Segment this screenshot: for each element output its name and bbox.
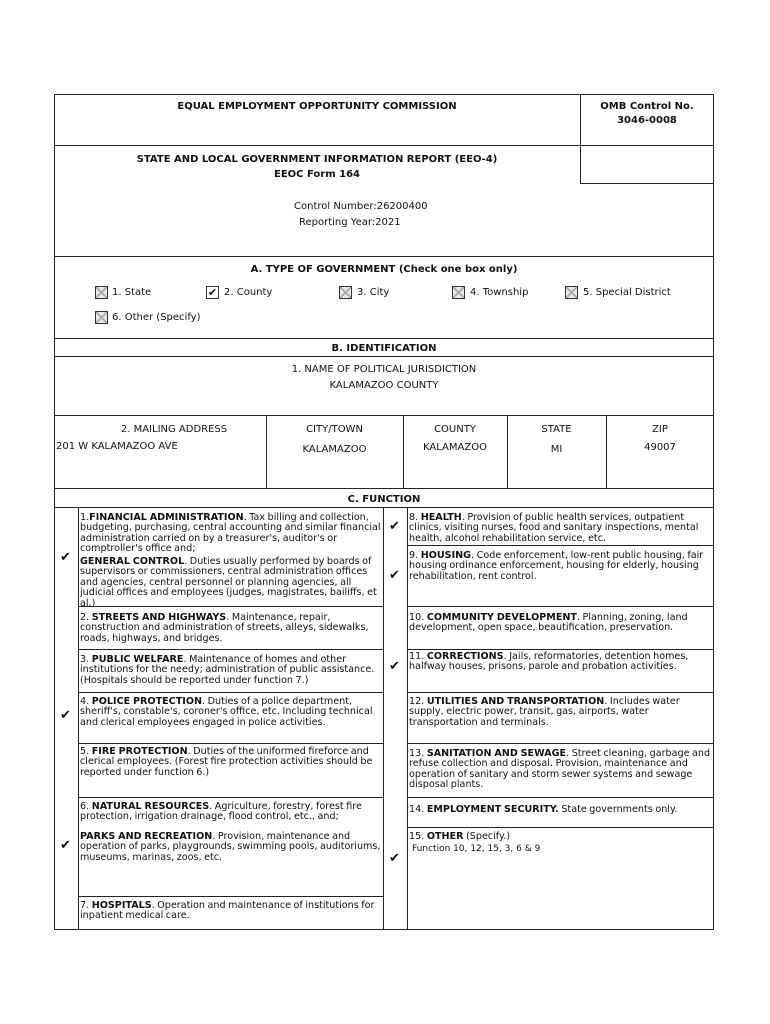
rule — [407, 797, 714, 798]
rule — [407, 692, 714, 693]
function-2-text: 2. STREETS AND HIGHWAYS. Maintenance, repair, construction and administration of streets, alleys, sidewalks, roads, highways, and bridges. — [80, 612, 369, 644]
rule — [407, 649, 714, 650]
function-5-name: FIRE PROTECTION — [91, 746, 188, 757]
function-6-text: 6. NATURAL RESOURCES. Agriculture, forestry, forest fire protection, irrigation drainage, flood control, etc., and; — [80, 801, 362, 823]
rule — [54, 145, 714, 146]
city-checkbox[interactable] — [339, 286, 352, 299]
function-5-text: 5. FIRE PROTECTION. Duties of the uniformed fireforce and clerical employees. (Forest fire protection activities should be reported under function 6.) — [80, 746, 373, 778]
city-option-label: 3. City — [357, 287, 390, 298]
zip-label: ZIP — [652, 424, 668, 435]
reporting-year-line — [299, 217, 401, 229]
jurisdiction-label: 1. NAME OF POLITICAL JURISDICTION — [291, 364, 477, 375]
function-10-name: COMMUNITY DEVELOPMENT — [426, 612, 577, 623]
rule — [78, 896, 384, 897]
function-8-text: 8. HEALTH. Provision of public health services, outpatient clinics, visiting nurses, food and sanitary inspections, mental health, alcohol rehabilitation service, etc. — [409, 512, 699, 544]
rule — [407, 827, 714, 828]
function-4-name: POLICE PROTECTION — [91, 696, 203, 707]
function-3-text: 3. PUBLIC WELFARE. Maintenance of homes and other institutions for the needy; administration of public assistance. (Hospitals should be reported under function 7.) — [80, 654, 375, 686]
function-1-check[interactable]: ✔ — [60, 550, 71, 565]
function-4-text: 4. POLICE PROTECTION. Duties of a police department, sheriff's, constable's, coroner's office, etc. Including technical and clerical employees engaged in police activities. — [80, 696, 373, 728]
reporting-year-label: Reporting Year: — [299, 217, 376, 228]
rule — [54, 356, 714, 357]
county-checkbox[interactable]: ✔ — [207, 286, 218, 299]
rule — [407, 545, 714, 546]
omb-control-number: 3046-0008 — [617, 115, 677, 126]
other-option-label: 6. Other (Specify) — [112, 312, 201, 323]
rule — [407, 606, 714, 607]
function-7-name: HOSPITALS — [91, 900, 152, 911]
mailing-address-value: 201 W KALAMAZOO AVE — [56, 441, 178, 452]
city-label: CITY/TOWN — [306, 424, 363, 435]
function-13-text: 13. SANITATION AND SEWAGE. Street cleaning, garbage and refuse collection and disposal. Provision, maintenance and operation of sanitary and storm sewer systems and sewage disposal plants. — [409, 748, 711, 791]
function-11-text: 11. CORRECTIONS. Jails, reformatories, detention homes, halfway houses, prisons, parole and probation activities. — [409, 651, 689, 673]
section-a-title: A. TYPE OF GOVERNMENT (Check one box only) — [250, 264, 518, 275]
rule — [78, 797, 384, 798]
function-9-check[interactable]: ✔ — [389, 568, 400, 583]
function-1-name: FINANCIAL ADMINISTRATION — [89, 512, 244, 523]
rule — [54, 256, 714, 257]
function-14-name: EMPLOYMENT SECURITY. — [426, 804, 559, 815]
county-option-label: 2. County — [224, 287, 273, 298]
rule — [78, 692, 384, 693]
function-14-text: 14. EMPLOYMENT SECURITY. State governments only. — [409, 804, 678, 815]
function-15-specify-value[interactable]: Function 10, 12, 15, 3, 6 & 9 — [412, 844, 541, 854]
jurisdiction-value: KALAMAZOO COUNTY — [329, 380, 439, 391]
reporting-year: 2021 — [375, 217, 401, 228]
rule — [407, 743, 714, 744]
function-10-text: 10. COMMUNITY DEVELOPMENT. Planning, zoning, land development, open space, beautification, preservation. — [409, 612, 688, 634]
function-9-name: HOUSING — [420, 550, 472, 561]
omb-control-label: OMB Control No. — [600, 101, 694, 112]
zip-value: 49007 — [644, 442, 676, 453]
rule — [54, 415, 714, 416]
function-1b-name: GENERAL CONTROL — [80, 556, 185, 567]
report-title: STATE AND LOCAL GOVERNMENT INFORMATION REPORT (EEO-4) — [136, 154, 498, 165]
state-label: STATE — [541, 424, 572, 435]
function-11-check[interactable]: ✔ — [389, 659, 400, 674]
function-3-name: PUBLIC WELFARE — [91, 654, 184, 665]
rule — [54, 507, 714, 508]
rule — [580, 183, 714, 184]
col-divider — [407, 507, 408, 930]
function-8-name: HEALTH — [420, 512, 462, 523]
function-1b-text: GENERAL CONTROL. Duties usually performed by boards of supervisors or commissioners, central administration offices and agencies, central personnel or planning agencies, all judicial offices and employees (judges, magistrates, bailiffs, et al.) — [80, 556, 377, 609]
form-name: EEOC Form 164 — [274, 169, 360, 180]
function-2-name: STREETS AND HIGHWAYS — [91, 612, 227, 623]
section-b-title: B. IDENTIFICATION — [331, 343, 437, 354]
special-district-option-label: 5. Special District — [583, 287, 671, 298]
rule — [54, 338, 714, 339]
control-number-line — [294, 201, 428, 213]
function-12-text: 12. UTILITIES AND TRANSPORTATION. Includes water supply, electric power, transit, gas, airports, water transportation and terminals. — [409, 696, 680, 728]
function-6-check[interactable]: ✔ — [60, 838, 71, 853]
mailing-address-label: 2. MAILING ADDRESS — [120, 424, 228, 435]
control-number-label: Control Number: — [294, 201, 377, 212]
function-6b-name: PARKS AND RECREATION — [80, 831, 213, 842]
state-checkbox[interactable] — [95, 286, 108, 299]
state-option-label: 1. State — [112, 287, 152, 298]
control-number: 26200400 — [376, 201, 428, 212]
function-8-check[interactable]: ✔ — [389, 519, 400, 534]
function-15-check[interactable]: ✔ — [389, 851, 400, 866]
rule — [78, 743, 384, 744]
function-15-text: 15. OTHER (Specify.) — [409, 831, 511, 842]
function-6-name: NATURAL RESOURCES — [91, 801, 210, 812]
function-9-text: 9. HOUSING. Code enforcement, low-rent public housing, fair housing ordinance enforcement, housing for elderly, housing rehabilitation, rent control. — [409, 550, 704, 582]
state-value: MI — [550, 444, 563, 455]
function-13-name: SANITATION AND SEWAGE — [426, 748, 567, 759]
rule — [78, 649, 384, 650]
function-1-text: 1.FINANCIAL ADMINISTRATION. Tax billing and collection, budgeting, purchasing, central accounting and similar financial administration carried on by a treasurer's, auditor's or comptroller's office and; — [80, 512, 381, 555]
county-value: KALAMAZOO — [423, 442, 487, 453]
other-checkbox[interactable] — [95, 311, 108, 324]
city-value: KALAMAZOO — [302, 444, 367, 455]
function-15-name: OTHER — [426, 831, 464, 842]
function-6b-text: PARKS AND RECREATION. Provision, maintenance and operation of parks, playgrounds, swimming pools, auditoriums, museums, marinas, zoos, etc. — [80, 831, 381, 863]
function-4-check[interactable]: ✔ — [60, 708, 71, 723]
county-label: COUNTY — [434, 424, 476, 435]
col-divider — [383, 507, 384, 930]
agency-name: EQUAL EMPLOYMENT OPPORTUNITY COMMISSION — [177, 101, 457, 112]
function-7-text: 7. HOSPITALS. Operation and maintenance of institutions for inpatient medical care. — [80, 900, 375, 922]
township-option-label: 4. Township — [470, 287, 529, 298]
col-divider — [78, 507, 79, 930]
section-c-title: C. FUNCTION — [347, 494, 421, 505]
function-12-name: UTILITIES AND TRANSPORTATION — [426, 696, 605, 707]
special-district-checkbox[interactable] — [565, 286, 578, 299]
township-checkbox[interactable] — [452, 286, 465, 299]
function-11-name: CORRECTIONS — [426, 651, 504, 662]
rule — [54, 488, 714, 489]
